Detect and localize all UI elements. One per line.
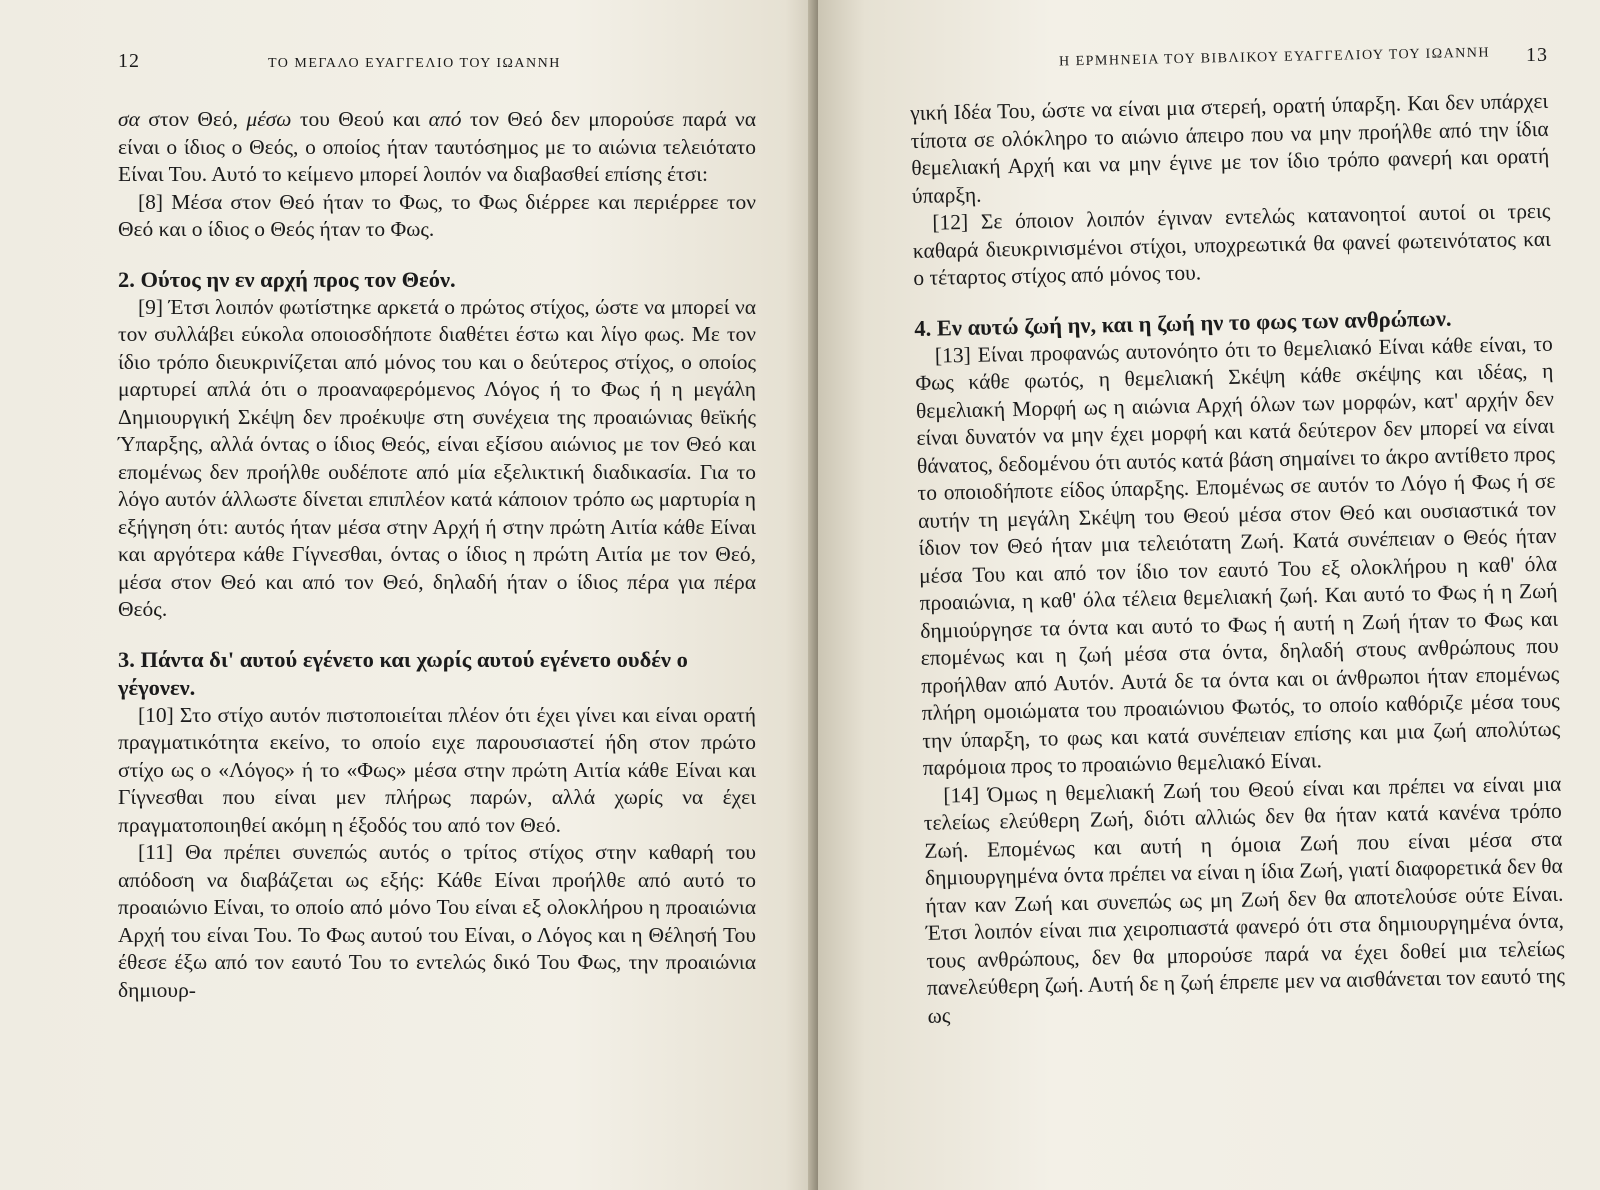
- paragraph-11: [11] Θα πρέπει συνεπώς αυτός ο τρίτος στίχος στην καθαρή του απόδοση να διαβάζεται ως εξής: Κάθε Είναι προήλθε από αυτό το προαιώνιο Είναι, το οποίο από μόνο Του είναι εξ ολοκλήρου η προαιώνια Αρχή του είναι Του. Το Φως αυτού του Είναι, ο Λόγος και η Θέλησή Του έθεσε έξω από τον εαυτό Του το εντελώς δικό Του Φως, την προαιώνια δημιουρ-: [118, 840, 756, 1002]
- left-opening-paragraph: [118, 106, 756, 189]
- left-running-head: [118, 50, 756, 86]
- left-body-text: [118, 106, 756, 1004]
- paragraph-9: [9] Έτσι λοιπόν φωτίστηκε αρκετά ο πρώτος στίχος, ώστε να μπορεί να τον συλλάβει εύκολα οποιοσδήποτε διαθέτει έστω και λίγο φως. Με τον ίδιο τρόπο διευκρινίζεται από μόνος του και ο δεύτερος στίχος, ο οποίος μαρτυρεί απλά ότι ο προαναφερόμενος Λόγος ή το Φως ή η μεγάλη Δημιουργική Σκέψη δεν προέκυψε στη συνέχεια της προαιώνιας θεϊκής Ύπαρξης, αλλά όντας ο ίδιος Θεός, είναι εξίσου αιώνιος με τον Θεό και επομένως δεν προήλθε ουδέποτε από μία εξελικτική διαδικασία. Για το λόγο αυτόν άλλωστε δίνεται επιπλέον κατά κάποιον τρόπο ως μαρτυρία η εξήγηση ότι: αυτός ήταν μέσα στην Αρχή ή στην πρώτη Αιτία κάθε Είναι και αργότερα κάθε Γίγνεσθαι, όντας ο ίδιος η πρώτη Αιτία με τον Θεό, μέσα στον Θεό και από τον Θεό, δηλαδή ήταν ο ίδιος πέρα για πέρα Θεός.: [118, 294, 756, 621]
- right-page-number: 13: [1526, 44, 1548, 66]
- right-body-text: [910, 88, 1566, 1030]
- right-opening-paragraph: γική Ιδέα Του, ώστε να είναι μια στερεή, ορατή ύπαρξη. Και δεν υπάρχει τίποτα σε ολόκληρο το αιώνιο άπειρο που να μην προήλθε από την ίδια θεμελιακή Αρχή και να μην έγινε με τον ίδιο τρόπο φανερή και ορατή ύπαρξη.: [910, 88, 1550, 208]
- left-page-number: 12: [118, 50, 140, 72]
- verse-heading-2: 2. Ούτος ην εν αρχή προς τον Θεόν.: [118, 266, 456, 292]
- text-run: τον Θεό δεν μπορούσε παρά να είναι ο ίδιος ο Θεός, ο οποίος ήταν ταυτόσημος με το αιώνια τελειότατο Είναι Του. Αυτό το κείμενο μπορεί λοιπόν να διαβασθεί επίσης έτσι:: [118, 107, 756, 186]
- paragraph-12: [12] Σε όποιον λοιπόν έγιναν εντελώς κατανοητοί αυτοί οι τρεις καθαρά διευκρινισμένοι στίχοι, υποχρεωτικά θα φανεί φωτεινότατος και ο τέταρτος στίχος από μόνος του.: [912, 198, 1552, 290]
- right-running-head: [910, 44, 1548, 80]
- italic-word: σα: [118, 107, 140, 131]
- paragraph-8: [8] Μέσα στον Θεό ήταν το Φως, το Φως διέρρεε και περιέρρεε τον Θεό και ο ίδιος ο Θεός ήταν το Φως.: [118, 189, 756, 241]
- italic-word: από: [428, 107, 462, 131]
- paragraph-13: [13] Είναι προφανώς αυτονόητο ότι το θεμελιακό Είναι κάθε είναι, το Φως κάθε φωτός, η θεμελιακή Σκέψη κάθε σκέψης και ιδέας, η θεμελιακή Μορφή ως η αιώνια Αρχή όλων των μορφών, κατ' αρχήν δεν είναι δυνατόν να μην έχει μορφή και κατά δεύτερον δεν μπορεί να είναι θάνατος, δεδομένου ότι αυτός κατά βάση σημαίνει το άκρο αντίθετο προς το οποιοδήποτε είδος ύπαρξης. Επομένως σε αυτόν το Λόγο ή Φως ή σε αυτήν τη μεγάλη Σκέψη του Θεού μέσα στον Θεό και ουσιαστικά τον ίδιον τον Θεό ήταν μια τελειότατη Ζωή. Κατά συνέπειαν ο Θεός ήταν μέσα Του και από τον ίδιο τον εαυτό Του εξ ολοκλήρου η καθ' όλα προαιώνια, η καθ' όλα τέλεια θεμελιακή ζωή. Και αυτό το Φως ή η Ζωή δημιούργησε τα όντα και αυτό το Φως ή αυτή η Ζωή ήταν το Φως και επομένως και η ζωή μέσα στα όντα, δηλαδή στους ανθρώπους που προήλθαν από Αυτόν. Αυτά δε τα όντα και οι άνθρωποι ήταν επομένως πλήρη ομοιώματα του προαιώνιου Φωτός, το οποίο καθόριζε μέσα τους την ύπαρξη, το φως και κατά συνέπειαν επίσης και μια ζωή απολύτως παρόμοια προς το προαιώνιο θεμελιακό Είναι.: [915, 331, 1561, 780]
- verse-heading-3: 3. Πάντα δι' αυτού εγένετο και χωρίς αυτού εγένετο ουδέν ο γέγονεν.: [118, 646, 688, 700]
- italic-word: μέσω: [246, 107, 292, 131]
- paragraph-14: [14] Όμως η θεμελιακή Ζωή του Θεού είναι και πρέπει να είναι μια τελείως ελεύθερη Ζωή, διότι αλλιώς δεν θα ήταν κατά κανένα τρόπο Ζωή. Επομένως και αυτή η όμοια Ζωή που είναι μέσα στα δημιουργημένα όντα πρέπει να είναι η ίδια Ζωή, γιατί διαφορετικά δεν θα ήταν καν Ζωή και συνεπώς ως μη Ζωή δεν θα αποτελούσε ούτε Είναι. Έτσι λοιπόν είναι πια χειροπιαστά φανερό ότι στα δημιουργημένα όντα, τους ανθρώπους, δεν θα μπορούσε παρά να έχει δοθεί μια τελείως πανελεύθερη ζωή. Αυτή δε η ζωή έπρεπε μεν να αισθάνεται τον εαυτό της ως: [923, 771, 1566, 1028]
- verse-heading-4: 4. Εν αυτώ ζωή ην, και η ζωή ην το φως των ανθρώπων.: [914, 305, 1452, 341]
- text-run: στον Θεό,: [139, 107, 247, 131]
- left-running-title: ΤΟ ΜΕΓΑΛΟ ΕΥΑΓΓΕΛΙΟ ΤΟΥ ΙΩΑΝΝΗ: [268, 56, 561, 71]
- right-page: [818, 0, 1600, 1190]
- paragraph-10: [10] Στο στίχο αυτόν πιστοποιείται πλέον ότι έχει γίνει και είναι ορατή πραγματικότητα εκείνο, το οποίο ειχε παρουσιαστεί ήδη στον πρώτο στίχο ως ο «Λόγος» ή το «Φως» μέσα στην πρώτη Αιτία κάθε Είναι και Γίγνεσθαι που είναι μεν πλήρως παρών, αλλά χωρίς να έχει πραγματοποιηθεί ακόμη η έξοδός του από τον Θεό.: [118, 702, 756, 837]
- right-running-title: Η ΕΡΜΗΝΕΙΑ ΤΟΥ ΒΙΒΛΙΚΟΥ ΕΥΑΓΓΕΛΙΟΥ ΤΟΥ ΙΩΑΝΝΗ: [1058, 45, 1491, 70]
- text-run: του Θεού και: [291, 107, 429, 131]
